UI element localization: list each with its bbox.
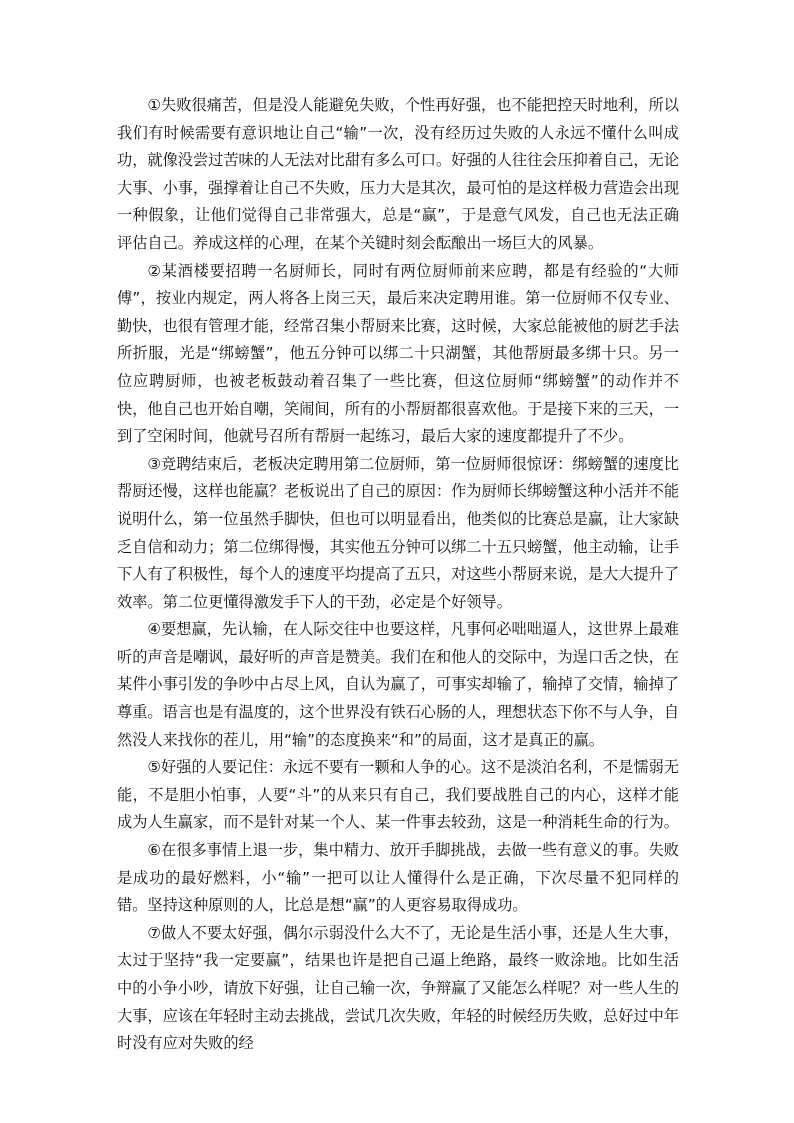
paragraph-4: ④要想赢，先认输，在人际交往中也要这样，凡事何必咄咄逼人，这世界上最难听的声音是嘲讽，最好听的声音是赞美。我们在和他人的交际中，为逞口舌之快，在某件小事引发的争吵中占尽上风，自认为赢了，可事实却输了，输掉了交情，输掉了尊重。语言也是有温度的，这个世界没有铁石心肠的人，理想状态下你不与人争，自然没人来找你的茬儿，用“输”的态度换来“和”的局面，这才是真正的赢。 [117,620,679,749]
paragraph-3: ③竞聘结束后，老板决定聘用第二位厨师，第一位厨师很惊讶：绑螃蟹的速度比帮厨还慢，这样也能赢？老板说出了自己的原因：作为厨师长绑螃蟹这种小活并不能说明什么，第一位虽然手脚快，但也可以明显看出，他类似的比赛总是赢，让大家缺乏自信和动力；第二位绑得慢，其实他五分钟可以绑二十五只螃蟹，他主动输，让手下人有了积极性，每个人的速度平均提高了五只，对这些小帮厨来说，是大大提升了效率。第二位更懂得激发手下人的干劲，必定是个好领导。 [117,454,679,611]
paragraph-1: ①失败很痛苦，但是没人能避免失败，个性再好强，也不能把控天时地利，所以我们有时候需要有意识地让自己“输”一次，没有经历过失败的人永远不懂什么叫成功，就像没尝过苦味的人无法对比甜有多么可口。好强的人往往会压抑着自己，无论大事、小事，强撑着让自己不失败，压力大是其次，最可怕的是这样极力营造会出现一种假象，让他们觉得自己非常强大，总是“赢”，于是意气风发，自己也无法正确评估自己。养成这样的心理，在某个关键时刻会酝酿出一场巨大的风暴。 [117,96,679,252]
paragraph-6: ⑥在很多事情上退一步，集中精力、放开手脚挑战，去做一些有意义的事。失败是成功的最好燃料，小“输”一把可以让人懂得什么是正确，下次尽量不犯同样的错。坚持这种原则的人，比总是想“赢”的人更容易取得成功。 [117,841,679,915]
paragraph-5: ⑤好强的人要记住：永远不要有一颗和人争的心。这不是淡泊名利，不是懦弱无能，不是胆小怕事，人要“斗”的从来只有自己，我们要战胜自己的内心，这样才能成为人生赢家，而不是针对某一个人、某一件事去较劲，这是一种消耗生命的行为。 [117,758,679,832]
paragraph-2: ②某酒楼要招聘一名厨师长，同时有两位厨师前来应聘，都是有经验的“大师傅”，按业内规定，两人将各上岗三天，最后来决定聘用谁。第一位厨师不仅专业、勤快，也很有管理才能，经常召集小帮厨来比赛，这时候，大家总能被他的厨艺手法所折服，光是“绑螃蟹”，他五分钟可以绑二十只湖蟹，其他帮厨最多绑十只。另一位应聘厨师，也被老板鼓动着召集了一些比赛，但这位厨师“绑螃蟹”的动作并不快，他自己也开始自嘲，笑闹间，所有的小帮厨都很喜欢他。于是接下来的三天，一到了空闲时间，他就号召所有帮厨一起练习，最后大家的速度都提升了不少。 [117,261,679,446]
paragraph-7: ⑦做人不要太好强，偶尔示弱没什么大不了，无论是生活小事，还是人生大事，太过于坚持“我一定要赢”，结果也许是把自己逼上绝路，最终一败涂地。比如生活中的小争小吵，请放下好强，让自己输一次，争辩赢了又能怎么样呢？对一些人生的大事，应该在年轻时主动去挑战，尝试几次失败，年轻的时候经历失败，总好过中年时没有应对失败的经 [117,923,679,1053]
document-page [117,92,679,1058]
